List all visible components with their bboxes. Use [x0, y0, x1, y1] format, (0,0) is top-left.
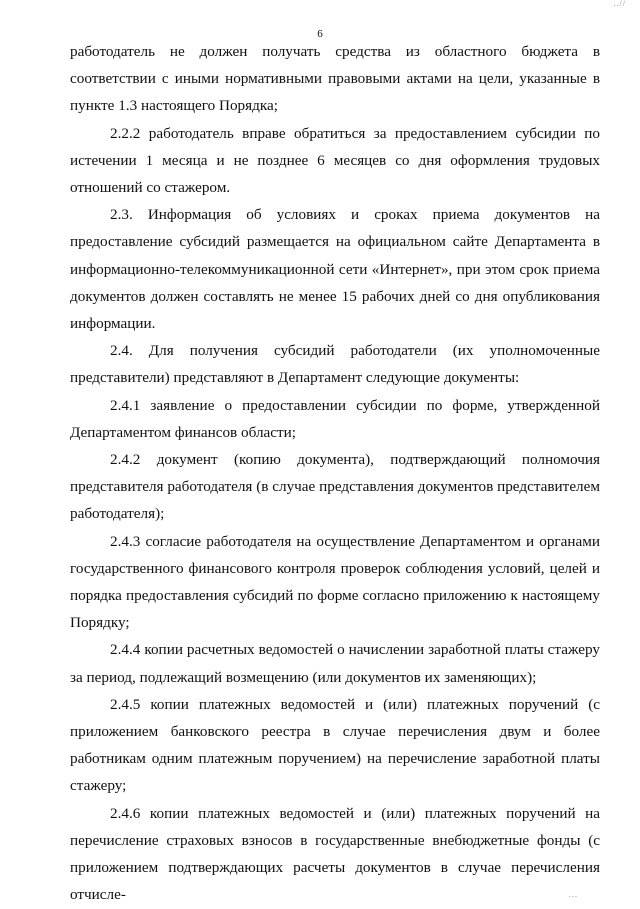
- paragraph-2-4-4: 2.4.4 копии расчетных ведомостей о начислении заработной платы стажеру за период, подлежащий возмещению (или документов их заменяющих);: [70, 641, 600, 686]
- page-number: 6: [317, 28, 323, 40]
- paragraph-2-4-5: 2.4.5 копии платежных ведомостей и (или) платежных поручений (с приложением банковского реестра в случае перечисления двум и более работникам одним платежным поручением) на перечисление заработной платы стажеру;: [70, 695, 600, 795]
- paragraph-continuation: работодатель не должен получать средства из областного бюджета в соответствии с иными нормативными правовыми актами на цели, указанные в пункте 1.3 настоящего Порядка;: [70, 43, 600, 115]
- paragraph-2-4-6: 2.4.6 копии платежных ведомостей и (или) платежных поручений на перечисление страховых взносов в государственные внебюджетные фонды (с приложением подтверждающих расчеты документов в случае перечисления отчисле-: [70, 804, 600, 904]
- paragraph-2-3: 2.3. Информация об условиях и сроках приема документов на предоставление субсидий размещается на официальном сайте Департамента в информационно-телекоммуникационной сети «Интернет», при этом срок приема документов должен составлять не менее 15 рабочих дней со дня опубликования информации.: [70, 206, 600, 333]
- paragraph-2-4-1: 2.4.1 заявление о предоставлении субсидии по форме, утвержденной Департаментом финансов области;: [70, 396, 600, 441]
- paragraph-2-4-3: 2.4.3 согласие работодателя на осуществление Департаментом и органами государственного финансового контроля проверок соблюдения условий, целей и порядка предоставления субсидий по форме согласно приложению к настоящему Порядку;: [70, 532, 600, 632]
- paragraph-2-4-2: 2.4.2 документ (копию документа), подтверждающий полномочия представителя работодателя (в случае представления документов представителем работодателя);: [70, 451, 600, 523]
- scan-mark-bottom: ...: [569, 890, 578, 899]
- paragraph-2-4: 2.4. Для получения субсидий работодатели (их уполномоченные представители) представляют в Департамент следующие документы:: [70, 342, 600, 387]
- document-body: [70, 38, 600, 909]
- paragraph-2-2-2: 2.2.2 работодатель вправе обратиться за предоставлением субсидии по истечении 1 месяца и не позднее 6 месяцев со дня оформления трудовых отношений со стажером.: [70, 124, 600, 197]
- scan-mark-top: ..//: [613, 0, 626, 8]
